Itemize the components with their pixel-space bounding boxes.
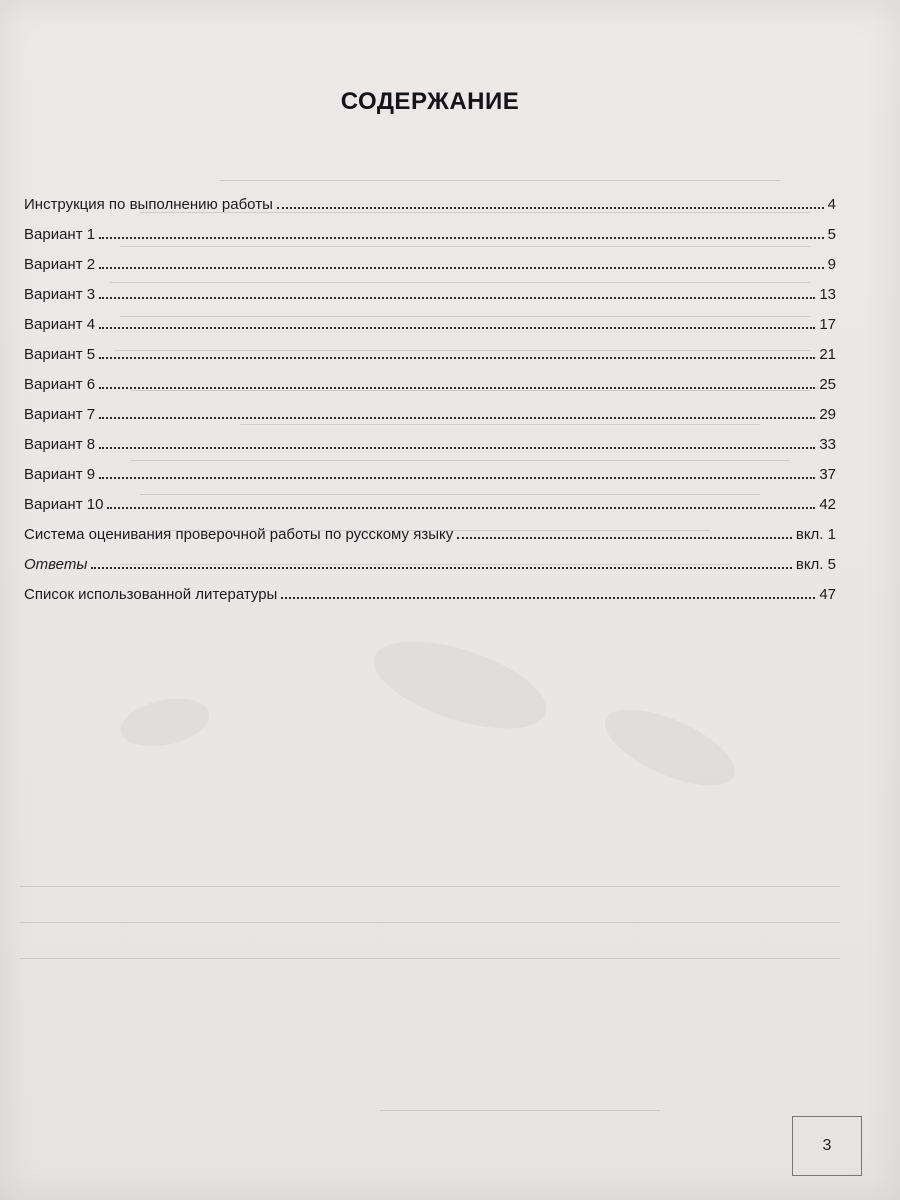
toc-dot-leader: [107, 506, 815, 509]
toc-item-label: Вариант 3: [24, 286, 96, 303]
toc-item: [24, 578, 836, 602]
toc-item-label: Инструкция по выполнению работы: [24, 196, 273, 213]
toc-item: [24, 278, 836, 302]
toc-item: [24, 308, 836, 332]
toc-item-page: 13: [819, 286, 836, 303]
toc-item-page: 21: [819, 346, 836, 363]
toc-item-page: 4: [827, 196, 836, 213]
toc-item: [24, 548, 836, 572]
toc-item-page: 17: [819, 316, 836, 333]
toc-item-page: вкл. 1: [795, 526, 836, 543]
page-number-box: [792, 1116, 862, 1176]
toc-item: [24, 338, 836, 362]
toc-dot-leader: [99, 446, 815, 449]
toc-item: [24, 188, 836, 212]
toc-item-page: 25: [819, 376, 836, 393]
toc-item: [24, 248, 836, 272]
toc-item-page: вкл. 5: [795, 556, 836, 573]
toc-item-label: Ответы: [24, 556, 88, 573]
toc-dot-leader: [99, 266, 824, 269]
toc-item-page: 42: [819, 496, 836, 513]
toc-dot-leader: [99, 296, 815, 299]
toc-item: [24, 488, 836, 512]
toc-dot-leader: [281, 596, 815, 599]
toc-item-page: 5: [827, 226, 836, 243]
toc-item-label: Вариант 7: [24, 406, 96, 423]
page-title: СОДЕРЖАНИЕ: [340, 88, 520, 115]
toc-item: [24, 218, 836, 242]
toc-dot-leader: [277, 206, 824, 209]
toc-item-label: Вариант 1: [24, 226, 96, 243]
toc-item: [24, 428, 836, 452]
toc-item-label: Список использованной литературы: [24, 586, 278, 603]
toc-item-label: Вариант 2: [24, 256, 96, 273]
toc-item-label: Вариант 5: [24, 346, 96, 363]
toc-item-label: Система оценивания проверочной работы по русскому языку: [24, 526, 454, 543]
toc-item-label: Вариант 8: [24, 436, 96, 453]
toc-item-page: 47: [819, 586, 836, 603]
toc-dot-leader: [99, 476, 815, 479]
toc-dot-leader: [99, 416, 815, 419]
toc-dot-leader: [99, 236, 824, 239]
toc-item-page: 29: [819, 406, 836, 423]
toc-item-label: Вариант 9: [24, 466, 96, 483]
toc-item: [24, 398, 836, 422]
toc-item-label: Вариант 10: [24, 496, 104, 513]
toc-dot-leader: [91, 566, 791, 569]
toc-item-label: Вариант 4: [24, 316, 96, 333]
toc-item-label: Вариант 6: [24, 376, 96, 393]
toc-item-page: 33: [819, 436, 836, 453]
toc-item: [24, 458, 836, 482]
page-number: 3: [822, 1137, 832, 1154]
toc-item: [24, 368, 836, 392]
toc-item-page: 9: [827, 256, 836, 273]
toc-dot-leader: [99, 326, 815, 329]
toc-dot-leader: [99, 356, 815, 359]
toc-item: [24, 518, 836, 542]
toc-dot-leader: [99, 386, 815, 389]
toc-item-page: 37: [819, 466, 836, 483]
toc-dot-leader: [457, 536, 792, 539]
